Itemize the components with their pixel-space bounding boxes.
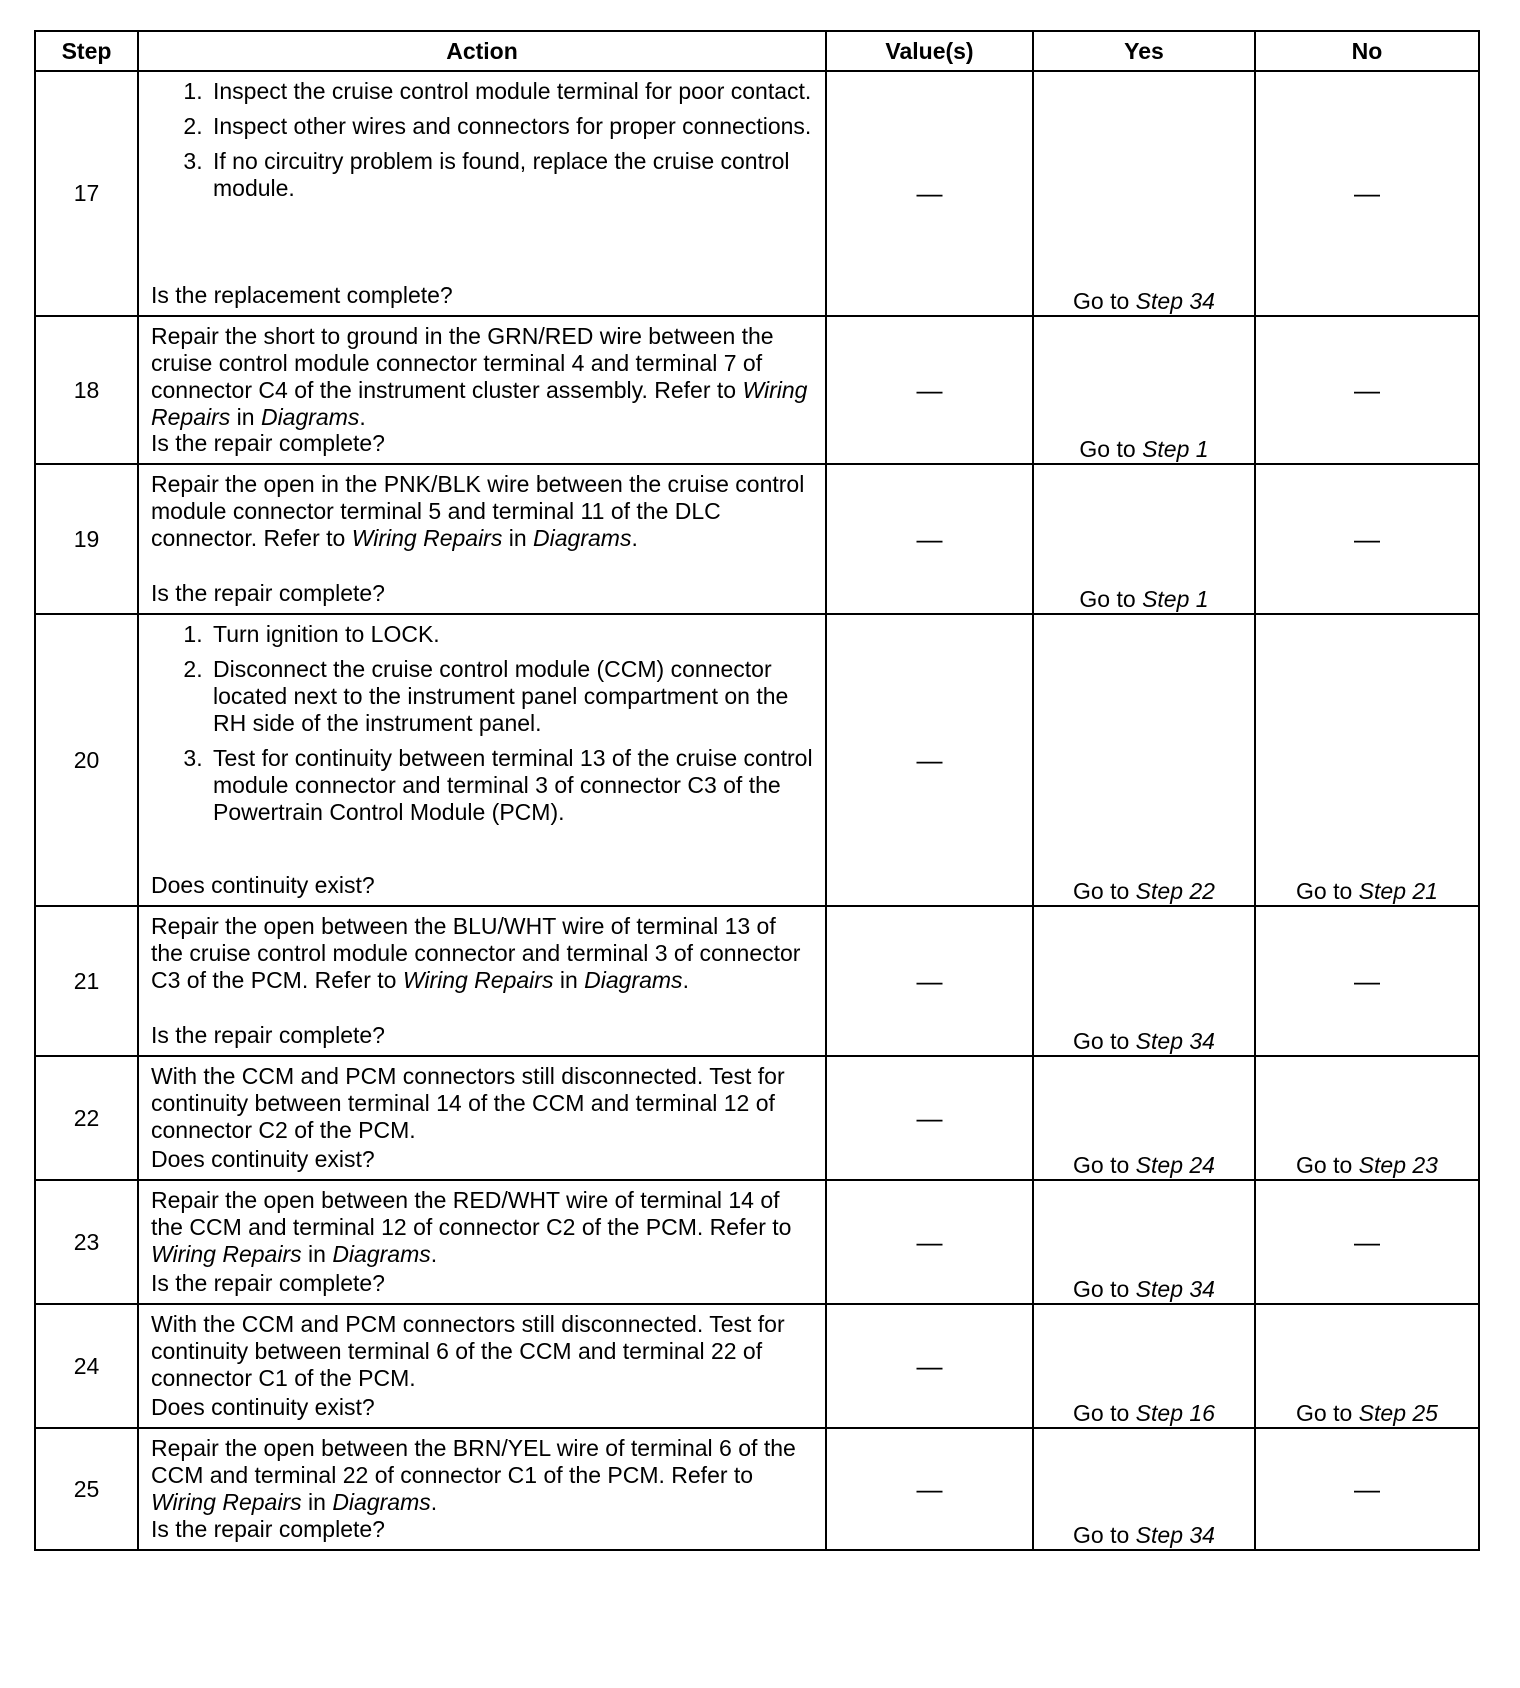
go-to-prefix: Go to [1296,1152,1353,1178]
action-question: Is the repair complete? [151,1270,385,1296]
value-cell: — [826,71,1033,316]
action-content [139,465,825,613]
action-text [151,1187,813,1268]
action-list-item: 1. Turn ignition to LOCK. [209,621,813,648]
action-content [139,1057,825,1179]
action-question: Is the repair complete? [151,1022,385,1048]
yes-target-step: Step 16 [1135,1400,1215,1426]
action-text-part: . [359,404,366,430]
step-number: 21 [35,906,138,1056]
go-to-prefix: Go to [1073,1522,1130,1548]
go-to-prefix: Go to [1073,1276,1130,1302]
table-body [35,71,1479,1550]
value-cell: — [826,614,1033,906]
reference-link-text: Diagrams [584,967,683,993]
no-cell [1255,1056,1479,1180]
action-text-part: . [430,1489,438,1515]
value-cell: — [826,1180,1033,1304]
reference-link-text: Diagrams [332,1241,431,1267]
action-text [151,323,813,431]
action-text [151,913,813,994]
no-cell: — [1255,906,1479,1056]
action-question: Does continuity exist? [151,872,375,898]
go-to-prefix: Go to [1296,878,1353,904]
action-text-part: in [301,1241,333,1267]
no-cell: — [1255,464,1479,614]
step-number: 22 [35,1056,138,1180]
no-target-step: Step 25 [1358,1400,1438,1426]
go-to-prefix: Go to [1073,1028,1130,1054]
yes-target-step: Step 1 [1142,586,1209,612]
action-cell [138,71,826,316]
go-to-prefix: Go to [1073,1152,1130,1178]
action-content [139,1305,825,1427]
action-content [139,615,825,905]
action-content [139,1429,825,1549]
action-content [139,72,825,315]
go-to-prefix: Go to [1079,436,1136,462]
table-row [35,1428,1479,1550]
go-to-prefix: Go to [1073,878,1130,904]
action-content [139,317,825,463]
action-list-item: 1. Inspect the cruise control module terminal for poor contact. [209,78,813,105]
no-cell: — [1255,71,1479,316]
action-text-part: Repair the short to ground in the GRN/RED wire between the cruise control module connector terminal 4 and terminal 7 of connector C4 of the instrument cluster assembly. Refer to [151,323,774,403]
no-cell [1255,1304,1479,1428]
action-list-item: 3. Test for continuity between terminal 13 of the cruise control module connector and terminal 3 of connector C3 of the Powertrain Control Module (PCM). [209,745,813,826]
action-question: Does continuity exist? [151,1394,375,1420]
reference-link-text: Diagrams [533,525,632,551]
no-cell: — [1255,1428,1479,1550]
action-cell [138,1180,826,1304]
yes-target-step: Step 24 [1135,1152,1215,1178]
action-list-item: 3. If no circuitry problem is found, replace the cruise control module. [209,148,813,202]
table-row [35,1180,1479,1304]
action-cell [138,1056,826,1180]
action-text-part: With the CCM and PCM connectors still disconnected. Test for continuity between terminal 14 of the CCM and terminal 12 of connector C2 of the PCM. [151,1063,785,1143]
table-row [35,1056,1479,1180]
value-cell: — [826,316,1033,464]
action-text-part: . [631,525,638,551]
action-cell [138,464,826,614]
step-number: 20 [35,614,138,906]
action-text-part: in [301,1489,333,1515]
value-cell: — [826,906,1033,1056]
yes-cell [1033,464,1255,614]
header-action: Action [138,31,826,71]
no-cell: — [1255,316,1479,464]
reference-link-text: Wiring Repairs [151,377,808,430]
step-number: 23 [35,1180,138,1304]
yes-target-step: Step 1 [1142,436,1209,462]
header-row [35,31,1479,71]
yes-cell [1033,1180,1255,1304]
table-row [35,1304,1479,1428]
action-cell [138,1304,826,1428]
yes-cell [1033,614,1255,906]
yes-cell [1033,1056,1255,1180]
go-to-prefix: Go to [1079,586,1136,612]
step-number: 24 [35,1304,138,1428]
table-row [35,464,1479,614]
action-text-part: Repair the open between the BLU/WHT wire of terminal 13 of the cruise control module connector and terminal 3 of connector C3 of the PCM. Refer to [151,913,801,993]
action-question: Does continuity exist? [151,1146,375,1172]
action-list [151,621,813,826]
action-list-item: 2. Disconnect the cruise control module (CCM) connector located next to the instrument panel compartment on the RH side of the instrument panel. [209,656,813,737]
table-row [35,906,1479,1056]
header-yes: Yes [1033,31,1255,71]
action-text-part: in [553,967,585,993]
action-question: Is the repair complete? [151,580,385,606]
action-text [151,471,813,552]
header-values: Value(s) [826,31,1033,71]
no-target-step: Step 23 [1358,1152,1438,1178]
no-cell: — [1255,1180,1479,1304]
yes-target-step: Step 34 [1135,1276,1215,1302]
go-to-prefix: Go to [1296,1400,1353,1426]
step-number: 17 [35,71,138,316]
step-number: 25 [35,1428,138,1550]
header-no: No [1255,31,1479,71]
yes-cell [1033,1428,1255,1550]
action-text-part: in [230,404,261,430]
reference-link-text: Wiring Repairs [402,967,554,993]
action-content [139,1181,825,1303]
reference-link-text: Diagrams [332,1489,431,1515]
reference-link-text: Wiring Repairs [151,1241,302,1267]
action-list [151,78,813,202]
yes-target-step: Step 34 [1135,1522,1215,1548]
action-text-part: With the CCM and PCM connectors still disconnected. Test for continuity between terminal 6 of the CCM and terminal 22 of connector C1 of the PCM. [151,1311,785,1391]
action-content [139,907,825,1055]
value-cell: — [826,1428,1033,1550]
reference-link-text: Wiring Repairs [351,525,503,551]
action-cell [138,614,826,906]
table-row [35,614,1479,906]
yes-target-step: Step 34 [1135,288,1215,314]
table-row [35,71,1479,316]
action-text [151,1311,813,1392]
action-cell [138,906,826,1056]
action-text-part: . [682,967,689,993]
reference-link-text: Diagrams [260,404,360,430]
action-cell [138,1428,826,1550]
action-text [151,1063,813,1144]
no-target-step: Step 21 [1358,878,1438,904]
action-text-part: Repair the open in the PNK/BLK wire between the cruise control module connector terminal 5 and terminal 11 of the DLC connector. Refer to [151,471,805,551]
action-question: Is the replacement complete? [151,282,453,308]
yes-cell [1033,71,1255,316]
value-cell: — [826,1056,1033,1180]
yes-cell [1033,906,1255,1056]
action-text-part: . [430,1241,438,1267]
yes-cell [1033,316,1255,464]
table-row [35,316,1479,464]
go-to-prefix: Go to [1073,288,1130,314]
no-cell [1255,614,1479,906]
yes-target-step: Step 34 [1135,1028,1215,1054]
action-question: Is the repair complete? [151,430,385,456]
reference-link-text: Wiring Repairs [151,1489,302,1515]
action-text-part: in [502,525,534,551]
action-text-part: Repair the open between the BRN/YEL wire of terminal 6 of the CCM and terminal 22 of connector C1 of the PCM. Refer to [151,1435,796,1488]
step-number: 18 [35,316,138,464]
value-cell: — [826,1304,1033,1428]
yes-cell [1033,1304,1255,1428]
action-list-item: 2. Inspect other wires and connectors for proper connections. [209,113,813,140]
action-text [151,1435,813,1516]
yes-target-step: Step 22 [1135,878,1215,904]
diagnostic-table [34,30,1480,1551]
action-cell [138,316,826,464]
action-question: Is the repair complete? [151,1516,385,1542]
go-to-prefix: Go to [1073,1400,1130,1426]
step-number: 19 [35,464,138,614]
header-step: Step [35,31,138,71]
value-cell: — [826,464,1033,614]
action-text-part: Repair the open between the RED/WHT wire of terminal 14 of the CCM and terminal 12 of connector C2 of the PCM. Refer to [151,1187,792,1240]
